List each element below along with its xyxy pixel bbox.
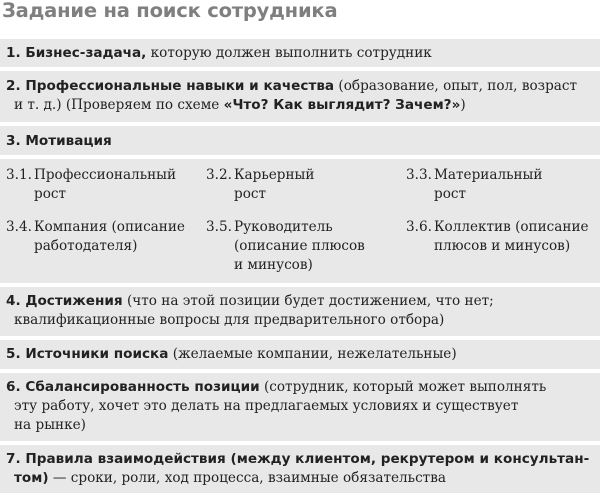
section-business-task <box>0 39 600 67</box>
section-text: ) <box>460 97 466 113</box>
section-heading: 1. Бизнес-задача, <box>6 45 147 61</box>
section-heading: 3. Мотивация <box>6 133 112 149</box>
section-heading: 2. Профессиональные навыки и качества <box>6 78 335 94</box>
section-achievements <box>0 287 600 336</box>
motivation-item <box>406 218 596 258</box>
section-text: квалификационные вопросы для предварительного отбора) <box>14 312 445 328</box>
document-title: Задание на поиск сотрудника <box>2 0 338 22</box>
motivation-grid <box>0 159 600 283</box>
item-number: 3.5. <box>206 219 232 235</box>
item-number: 3.4. <box>6 219 32 235</box>
section-text: (сотрудник, который может выполнять <box>259 379 547 395</box>
section-heading: 5. Источники поиска <box>6 346 169 362</box>
section-text: (желаемые компании, нежелательные) <box>168 346 457 362</box>
item-number: 3.3. <box>406 167 432 183</box>
section-heading: 4. Достижения <box>6 293 123 309</box>
section-text: (образование, опыт, пол, возраст <box>334 78 578 94</box>
motivation-item <box>206 166 401 206</box>
item-text: Материальный рост <box>434 167 543 202</box>
motivation-item <box>406 166 596 206</box>
section-motivation <box>0 126 600 155</box>
item-number: 3.2. <box>206 167 232 183</box>
section-heading: том) <box>14 470 49 486</box>
section-search-sources <box>0 340 600 369</box>
item-text: Компания (описание работодателя) <box>34 219 185 254</box>
section-text: (что на этой позиции будет достижением, что нет; <box>122 293 494 309</box>
item-text: Руководитель (описание плюсов и минусов) <box>234 219 365 273</box>
section-interaction-rules <box>0 445 600 493</box>
section-text: которую должен выполнить сотрудник <box>146 45 432 61</box>
item-text: Карьерный рост <box>234 167 315 202</box>
motivation-item <box>6 218 201 258</box>
section-text: эту работу, хочет это делать на предлагаемых условиях и существует <box>14 398 519 414</box>
section-heading: 7. Правила взаимодействия (между клиентом, рекрутером и консультан- <box>6 451 590 467</box>
item-number: 3.1. <box>6 167 32 183</box>
section-heading: 6. Сбалансированность позиции <box>6 379 260 395</box>
section-text: и т. д.) (Проверяем по схеме <box>14 97 224 113</box>
section-position-balance <box>0 373 600 441</box>
section-professional-skills <box>0 71 600 122</box>
item-text: Коллектив (описание плюсов и минусов) <box>434 219 589 254</box>
section-text: — сроки, роли, ход процесса, взаимные обязательства <box>48 470 446 486</box>
motivation-item <box>206 218 401 278</box>
motivation-item <box>6 166 201 206</box>
item-number: 3.6. <box>406 219 432 235</box>
scheme-label: «Что? Как выглядит? Зачем?» <box>223 97 461 113</box>
section-text: на рынке) <box>14 417 86 433</box>
item-text: Профессиональный рост <box>34 167 177 202</box>
